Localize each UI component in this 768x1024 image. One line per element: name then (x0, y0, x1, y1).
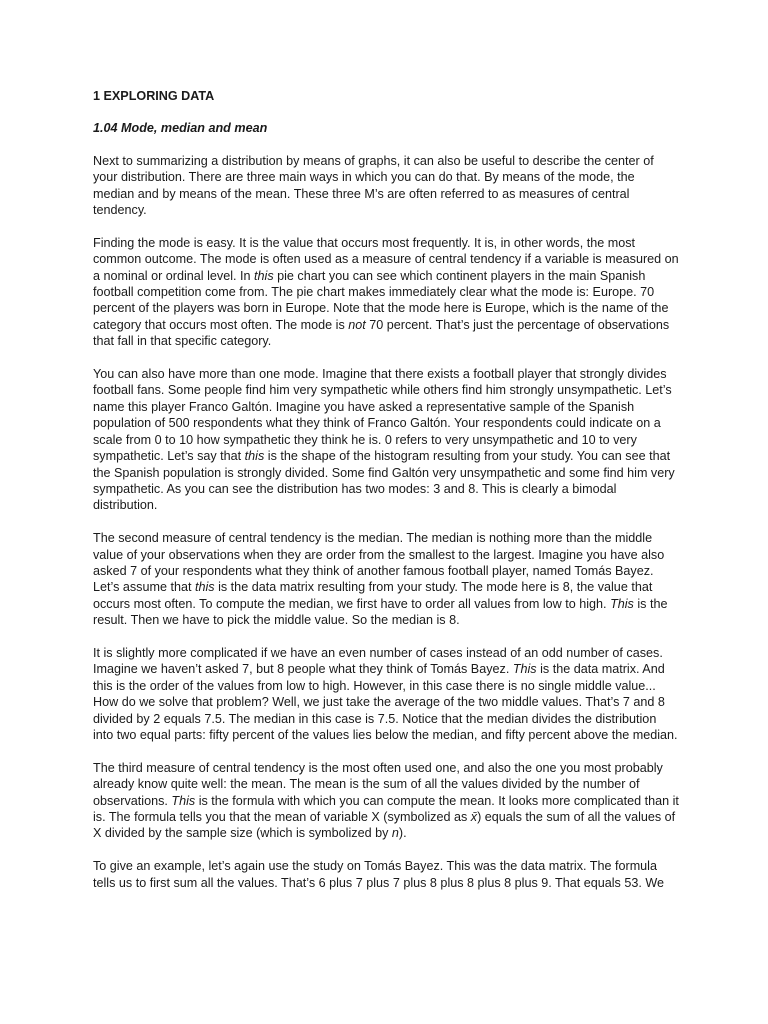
emphasized-text: n (391, 826, 399, 841)
text-run: ) equals the sum of all the values of X divided by the sample size (which is symbolized by (93, 809, 676, 841)
paragraph (93, 530, 679, 628)
paragraph (93, 153, 679, 219)
text-run: 70 percent. That’s just the percentage of observations that fall in that specific category. (93, 317, 670, 349)
text-run: Next to summarizing a distribution by means of graphs, it can also be useful to describe the center of your distribution. There are three main ways in which you can do that. By means of the mode, the median and by means of the mean. These three M’s are often referred to as measures of central tendency. (93, 153, 654, 218)
subsection-title: 1.04 Mode, median and mean (93, 121, 268, 136)
emphasized-text: this (194, 580, 215, 595)
text-run: The second measure of central tendency is the median. The median is nothing more than the middle value of your observations when they are order from the smallest to the largest. Imagine you have also asked 7 of your respondents what they think of another famous football player, named Tomás Bayez. Let’s assume that (93, 531, 665, 595)
text-run: You can also have more than one mode. Imagine that there exists a football player that strongly divides football fans. Some people find him very sympathetic while others find him strongly unsympathetic. Let’s name this player Franco Galtón. Imagine you have asked a representative sample of the Spanish population of 500 respondents what they think of Franco Galtón. Your respondents could indicate on a scale from 0 to 10 how sympathetic they think he is. 0 refers to very unsympathetic and 10 to very sympathetic. Let’s say that (93, 367, 672, 464)
text-run: is the result. Then we have to pick the middle value. So the median is 8. (93, 596, 668, 628)
paragraph (93, 858, 679, 891)
text-run: ). (398, 826, 407, 841)
text-run: pie chart you can see which continent players in the main Spanish football competition come from. The pie chart makes immediately clear what the mode is: Europe. 70 percent of the players was born in Europe. Note that the mode here is Europe, which is the name of the category that occurs most often. The mode is (93, 268, 669, 332)
emphasized-text: This (171, 793, 196, 808)
text-run: is the formula with which you can compute the mean. It looks more complicated than it is. The formula tells you that the mean of variable X (symbolized as (93, 793, 679, 824)
text-run: To give an example, let’s again use the study on Tomás Bayez. This was the data matrix. The formula tells us to first sum all the values. That’s 6 plus 7 plus 7 plus 8 plus 8 plus 8 plus 9. That equals 53. We (93, 859, 664, 890)
emphasized-text: This (512, 662, 537, 677)
document-page (93, 88, 679, 891)
emphasized-text: this (254, 268, 274, 283)
paragraph (93, 645, 679, 743)
emphasized-text: this (244, 449, 265, 464)
text-run: is the shape of the histogram resulting from your study. You can see that the Spanish population is strongly divided. Some find Galtón very unsympathetic and some find him very sympathetic. As you can see the distribution has two modes: 3 and 8. This is clearly a bimodal distribution. (93, 449, 675, 513)
text-run: It is slightly more complicated if we have an even number of cases instead of an odd number of cases. Imagine we haven’t asked 7, but 8 people what they think of Tomás Bayez. (93, 645, 663, 677)
text-run: is the data matrix resulting from your study. The mode here is 8, the value that occurs most often. To compute the median, we first have to order all values from low to high. (93, 580, 653, 611)
body-text (93, 153, 679, 891)
text-run: Finding the mode is easy. It is the value that occurs most frequently. It is, in other words, the most common outcome. The mode is often used as a measure of central tendency if a variable is measured on a nominal or ordinal level. In (93, 235, 679, 283)
paragraph (93, 366, 679, 514)
emphasized-text: x̄ (470, 809, 478, 824)
paragraph (93, 235, 679, 350)
text-run: The third measure of central tendency is the most often used one, and also the one you most probably already know quite well: the mean. The mean is the sum of all the values divided by the number of observations. (93, 760, 663, 808)
text-run: is the data matrix. And this is the order of the values from low to high. However, in this case there is no single middle value... How do we solve that problem? Well, we just take the average of the two middle values. That’s 7 and 8 divided by 2 equals 7.5. The median in this case is 7.5. Notice that the median divides the distribution into two equal parts: fifty percent of the values lies below the median, and fifty percent above the median. (93, 662, 678, 742)
paragraph (93, 760, 679, 842)
emphasized-text: not (348, 317, 366, 332)
emphasized-text: This (610, 596, 634, 611)
section-title: 1 EXPLORING DATA (93, 89, 215, 103)
